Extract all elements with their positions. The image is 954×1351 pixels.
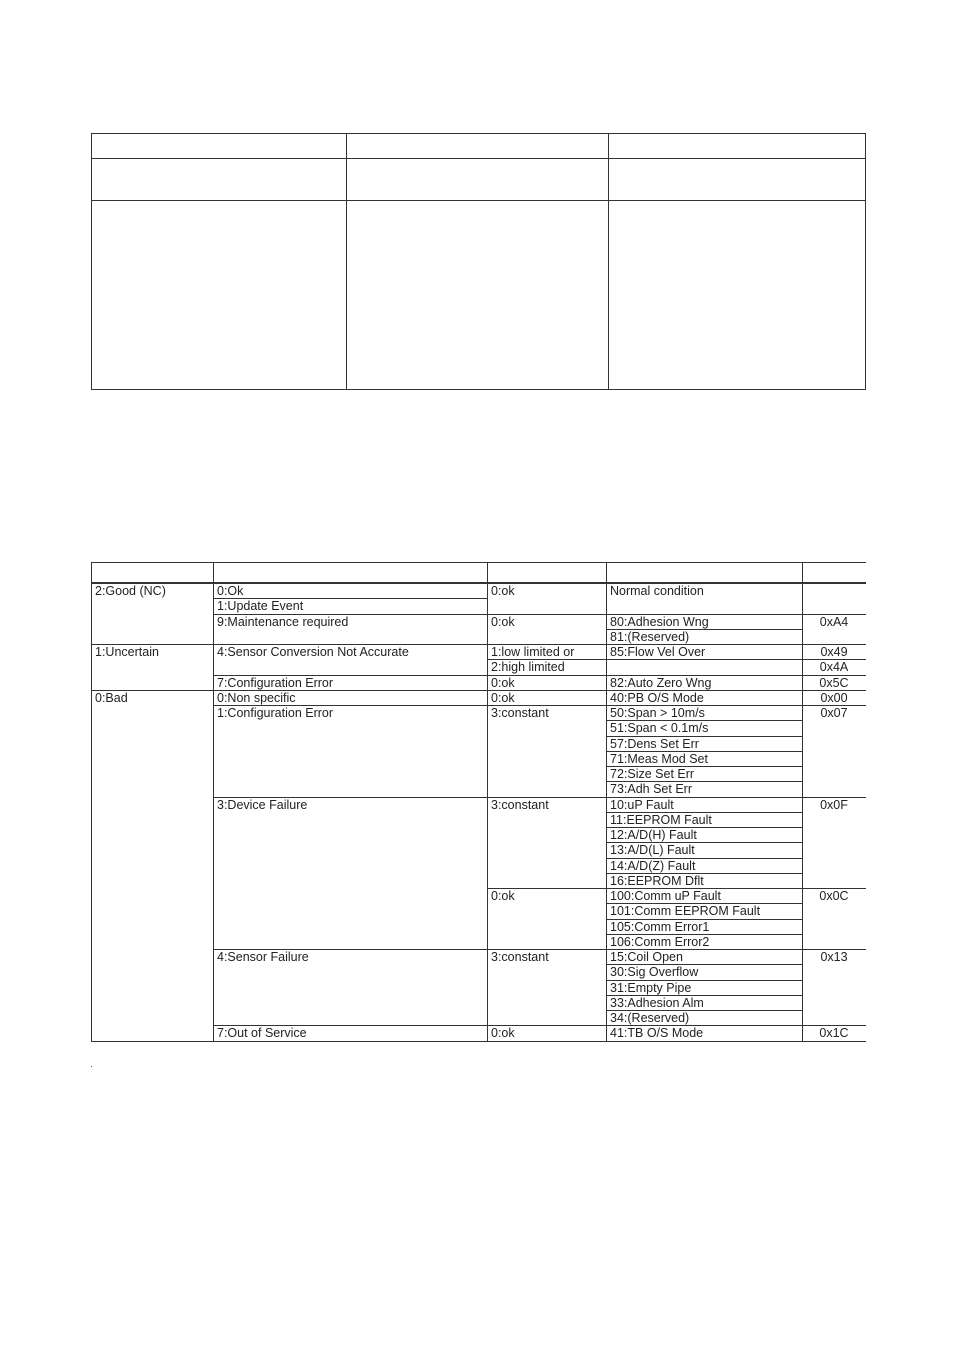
code-cell: 0x13: [820, 950, 848, 964]
diagnosis-cell: 82:Auto Zero Wng: [610, 675, 712, 690]
diagnosis-cell: 80:Adhesion Wng: [610, 614, 709, 629]
header-bottom-border: [91, 582, 866, 584]
diagnosis-cell: 101:Comm EEPROM Fault: [610, 904, 761, 919]
diagnosis-cell: 10:uP Fault: [610, 797, 674, 812]
limit-cell: 3:constant: [491, 706, 549, 720]
diagnosis-cell: 40:PB O/S Mode: [610, 690, 704, 705]
code-cell: 0x07: [820, 706, 848, 720]
diagnosis-cell: 85:Flow Vel Over: [610, 645, 706, 659]
column-divider: [608, 134, 609, 389]
limit-cell: 0:ok: [491, 675, 515, 690]
limit-cell: 0:ok: [491, 584, 515, 598]
code-cell: 0x1C: [819, 1026, 849, 1041]
diagnosis-cell: 33:Adhesion Alm: [610, 995, 704, 1010]
diagnosis-cell: 100:Comm uP Fault: [610, 889, 721, 903]
code-cell: 0x0C: [819, 889, 849, 903]
sub-status-cell: 7:Configuration Error: [217, 675, 334, 690]
diagnosis-cell: 105:Comm Error1: [610, 919, 710, 934]
diagnosis-cell: Normal condition: [610, 584, 704, 598]
diagnosis-cell: 34:(Reserved): [610, 1011, 690, 1025]
sub-status-cell: 0:Non specific: [217, 690, 296, 705]
code-cell: 0x0F: [820, 797, 848, 812]
row-divider: [92, 158, 865, 159]
diagnosis-cell: 12:A/D(H) Fault: [610, 828, 697, 842]
diagnosis-cell: 16:EEPROM Dflt: [610, 873, 704, 888]
limit-cell: 0:ok: [491, 889, 515, 903]
quality-cell: 2:Good (NC): [95, 584, 166, 598]
column-divider: [346, 134, 347, 389]
diagnosis-cell: 31:Empty Pipe: [610, 980, 692, 995]
code-cell: 0x5C: [819, 675, 849, 690]
quality-cell: 0:Bad: [95, 690, 128, 705]
diagnosis-cell: 72:Size Set Err: [610, 767, 695, 781]
column-divider: [213, 562, 214, 1041]
diagnosis-cell: 13:A/D(L) Fault: [610, 843, 695, 858]
limit-cell: 2:high limited: [491, 660, 565, 675]
diagnosis-cell: 73:Adh Set Err: [610, 782, 692, 797]
sub-status-cell: 4:Sensor Conversion Not Accurate: [217, 645, 409, 659]
sub-status-cell: 9:Maintenance required: [217, 614, 349, 629]
diagnosis-cell: 71:Meas Mod Set: [610, 751, 708, 766]
sub-status-cell: 3:Device Failure: [217, 797, 308, 812]
limit-cell: 1:low limited or: [491, 645, 575, 659]
code-cell: 0x4A: [819, 660, 849, 675]
code-cell: 0x00: [820, 690, 848, 705]
row-divider: [92, 200, 865, 201]
table-left-border: [91, 562, 92, 1041]
quality-cell: 1:Uncertain: [95, 645, 159, 659]
code-cell: 0x49: [820, 645, 848, 659]
diagnosis-cell: 15:Coil Open: [610, 950, 683, 964]
page-mark: [91, 1066, 92, 1067]
table-top-border: [91, 562, 866, 563]
sub-status-cell: 0:Ok: [217, 584, 244, 598]
diagnosis-cell: 51:Span < 0.1m/s: [610, 721, 709, 736]
limit-cell: 0:ok: [491, 614, 515, 629]
limit-cell: 0:ok: [491, 1026, 515, 1041]
diagnosis-cell: 106:Comm Error2: [610, 934, 710, 949]
diagnosis-cell: 11:EEPROM Fault: [610, 812, 712, 827]
diagnosis-cell: 57:Dens Set Err: [610, 736, 699, 751]
sub-status-cell: 7:Out of Service: [217, 1026, 307, 1041]
limit-cell: 0:ok: [491, 690, 515, 705]
sub-status-cell: 1:Update Event: [217, 599, 304, 614]
diagnosis-cell: 14:A/D(Z) Fault: [610, 858, 696, 873]
column-divider: [487, 562, 488, 1041]
limit-cell: 3:constant: [491, 950, 549, 964]
status-table: [91, 562, 866, 1041]
diagnosis-cell: 30:Sig Overflow: [610, 965, 699, 980]
sub-status-cell: 1:Configuration Error: [217, 706, 334, 720]
sub-status-cell: 4:Sensor Failure: [217, 950, 309, 964]
diagnosis-cell: 41:TB O/S Mode: [610, 1026, 704, 1041]
table-bottom-border: [91, 1041, 866, 1042]
code-cell: 0xA4: [819, 614, 849, 629]
diagnosis-cell: 81:(Reserved): [610, 629, 690, 644]
limit-cell: 3:constant: [491, 797, 549, 812]
diagnosis-cell: 50:Span > 10m/s: [610, 706, 705, 720]
empty-table: [91, 133, 866, 390]
column-divider: [606, 562, 607, 1041]
